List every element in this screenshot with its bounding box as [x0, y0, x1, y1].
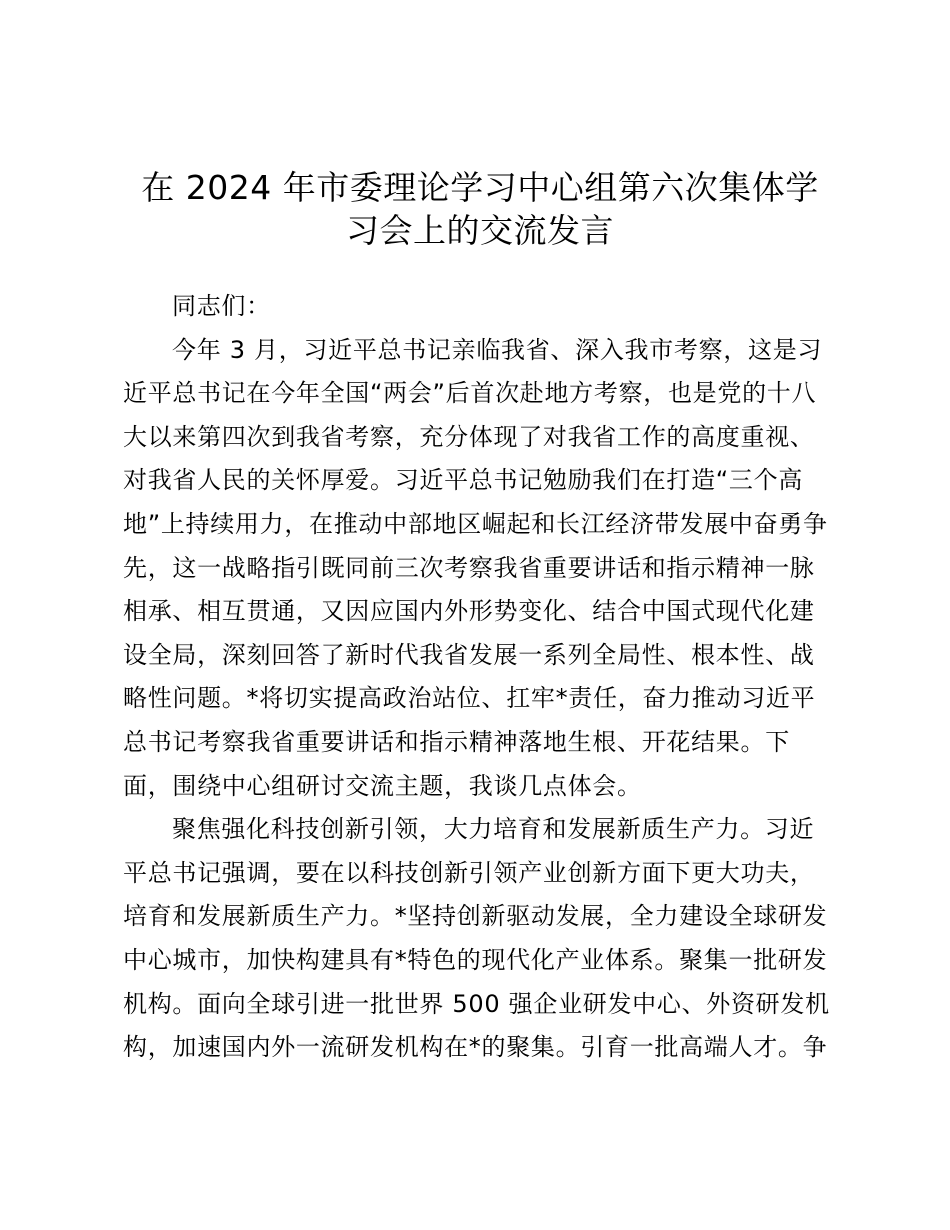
paragraph-line: 面，围绕中心组研讨交流主题，我谈几点体会。 — [123, 771, 642, 800]
paragraph-line: 机构。面向全球引进一批世界 500 强企业研发中心、外资研发机 — [123, 989, 830, 1018]
paragraph-line: 设全局，深刻回答了新时代我省发展一系列全局性、根本性、战 — [123, 640, 815, 669]
paragraph-line: 略性问题。*将切实提高政治站位、扛牢*责任，奋力推动习近平 — [123, 684, 816, 713]
paragraph-line: 地”上持续用力，在推动中部地区崛起和长江经济带发展中奋勇争 — [123, 509, 828, 538]
paragraph-2 — [123, 808, 843, 1070]
document-title — [120, 166, 840, 252]
paragraph-line: 相承、相互贯通，又因应国内外形势变化、结合中国式现代化建 — [123, 597, 815, 626]
paragraph-line: 聚焦强化科技创新引领，大力培育和发展新质生产力。习近 — [172, 815, 815, 844]
paragraph-line: 构，加速国内外一流研发机构在*的聚集。引育一批高端人才。争 — [123, 1033, 828, 1062]
document-body — [123, 285, 843, 1070]
paragraph-line: 平总书记强调，要在以科技创新引领产业创新方面下更大功夫， — [123, 858, 815, 887]
paragraph-line: 中心城市，加快构建具有*特色的现代化产业体系。聚集一批研发 — [123, 945, 828, 974]
paragraph-line: 先，这一战略指引既同前三次考察我省重要讲话和指示精神一脉 — [123, 553, 815, 582]
paragraph-line: 今年 3 月，习近平总书记亲临我省、深入我市考察，这是习 — [172, 335, 823, 364]
title-line: 在 2024 年市委理论学习中心组第六次集体学 — [141, 168, 819, 207]
title-line: 习会上的交流发言 — [346, 211, 614, 250]
greeting: 同志们： — [172, 292, 271, 320]
paragraph-1 — [123, 329, 843, 809]
paragraph-line: 对我省人民的关怀厚爱。习近平总书记勉励我们在打造“三个高 — [123, 466, 804, 495]
paragraph-line: 大以来第四次到我省考察，充分体现了对我省工作的高度重视、 — [123, 422, 815, 451]
paragraph-line: 总书记考察我省重要讲话和指示精神落地生根、开花结果。下 — [123, 727, 790, 756]
paragraph-line: 培育和发展新质生产力。*坚持创新驱动发展，全力建设全球研发 — [123, 902, 828, 931]
paragraph-line: 近平总书记在今年全国“两会”后首次赴地方考察，也是党的十八 — [123, 379, 817, 408]
